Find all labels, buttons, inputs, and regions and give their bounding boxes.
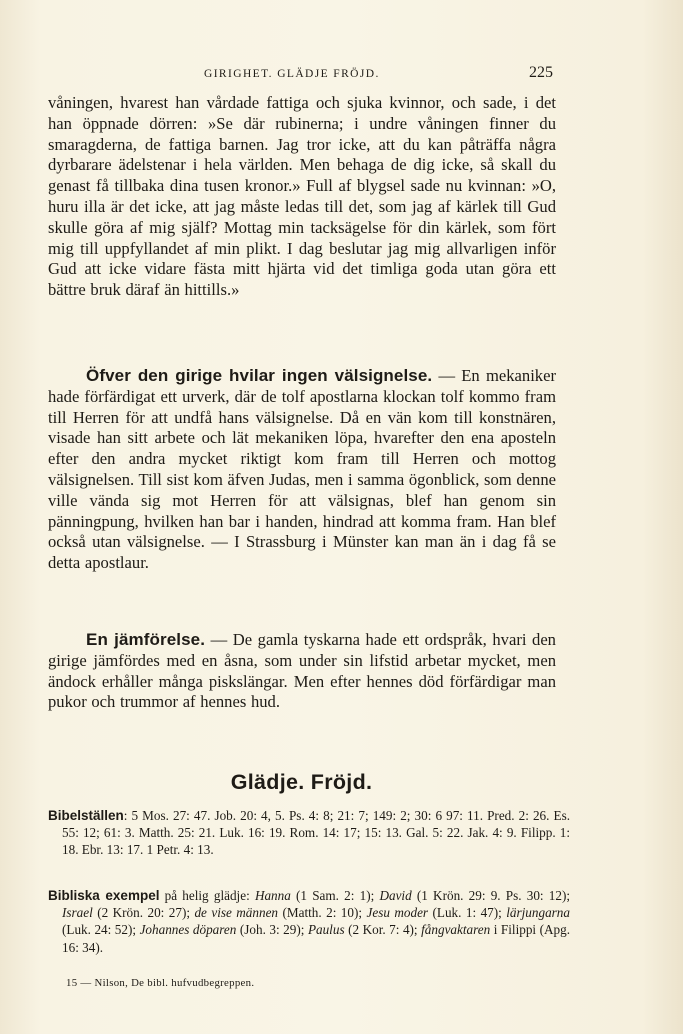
signature-footer: 15 — Nilson, De bibl. hufvudbegreppen. <box>66 977 255 989</box>
examples-intro: på helig glädje: <box>159 888 255 903</box>
example-name: Jesu moder <box>366 905 429 921</box>
example-name: Paulus <box>307 922 345 938</box>
section-comparison <box>48 630 556 713</box>
bible-references-text: : 5 Mos. 27: 47. Job. 20: 4, 5. Ps. 4: 8; 21: 7; 149: 2; 30: 6 97: 11. Pred. 2: 26. Es. 55: 12; 61: 3. Matth. 25: 21. Luk. 16: 19. Rom. 14: 17; 15: 13. Gal. 5: 22. Jak. 4: 9. Filipp. 1: 18. Ebr. 13: 17. 1 Petr. 4: 13. <box>62 808 570 858</box>
example-ref: (Joh. 3: 29); <box>236 922 308 938</box>
example-ref: (1 Krön. 29: 9. Ps. 30: 12); <box>411 888 571 903</box>
page-number: 225 <box>529 64 553 81</box>
example-ref: (2 Krön. 20: 27); <box>92 905 195 921</box>
example-name: de vise männen <box>194 905 279 921</box>
example-ref: (Matth. 2: 10); <box>278 905 367 921</box>
example-name: Hanna <box>254 888 291 903</box>
chapter-title: Glädje. Fröjd. <box>230 770 373 794</box>
page-header <box>48 64 553 86</box>
paragraph-continuation: våningen, hvarest han vårdade fattiga och sjuka kvinnor, och sade, i det han öppnade dörren: »Se där rubinerna; i undre våningen finner du smaragderna, de fattiga barnen. Jag tror icke, att du kan påträffa några dyrbarare ädelstenar i hela världen. Men behaga de dig icke, så skall du genast få tillbaka dina tusen kronor.» Full af blygsel sade nu kvinnan: »O, huru illa är det icke, att jag måste ledas till det, som jag af kärlek till Gud skulle göra af mig själf? Mottag min tacksägelse för din kärlek, som fört mig till uppfyllandet af min plikt. I dag beslutar jag mig allvarligen inför Gud att icke vidare fästa mitt hjärta vid det timliga goda utan göra ett bättre bruk däraf än hittills.» <box>48 93 556 300</box>
example-ref: (Luk. 24: 52); <box>62 922 140 938</box>
example-ref: (1 Sam. 2: 1); <box>290 888 380 903</box>
bible-references <box>48 807 570 859</box>
section-heading-comparison: En jämförelse. <box>86 630 206 649</box>
example-ref: (2 Kor. 7: 4); <box>344 922 422 938</box>
example-name: Johannes döparen <box>139 922 237 938</box>
example-name: lärjungarna <box>506 905 570 921</box>
example-name: David <box>379 888 412 903</box>
section-heading-avaricious: Öfver den girige hvilar ingen välsignelse. <box>86 366 433 385</box>
bible-references-label: Bibelställen <box>48 808 124 823</box>
example-name: Israel <box>62 905 93 921</box>
biblical-examples <box>48 887 570 956</box>
example-name: fångvaktaren <box>421 922 491 938</box>
example-ref: (Luk. 1: 47); <box>428 905 507 921</box>
section-body-comparison: — De gamla tyskarna hade ett ordspråk, hvari den girige jämfördes med en åsna, som under sin lifstid arbetar mycket, men ändock erhåller många piskslängar. Men efter hennes död förfärdigar man pukor och trummor af hennes hud. <box>48 630 556 712</box>
running-head: GIRIGHET. GLÄDJE FRÖJD. <box>204 68 380 80</box>
example-ref: i Filippi (Apg. 16: 34). <box>62 922 570 955</box>
section-avaricious <box>48 366 556 574</box>
biblical-examples-label: Bibliska exempel <box>48 888 160 903</box>
section-body-avaricious: — En mekaniker hade förfärdigat ett urverk, där de tolf apostlarna klockan tolf kommo fram till Herren för att undfå hans välsignelse. Då en vän kom till konstnären, visade han sitt arbete och lät mekaniken löpa, hvarefter den ena aposteln efter den andra mycket riktigt kom fram till Herren och mottog välsignelsen. Till sist kom äfven Judas, men i samma ögonblick, som denne ville vända sig mot Herren för att välsignas, blef han genom sin pänningpung, hvilken han bar i handen, hindrad att komma fram. Han blef också utan välsignelse. — I Strassburg i Münster kan man än i dag få se detta apostlaur. <box>48 366 556 573</box>
